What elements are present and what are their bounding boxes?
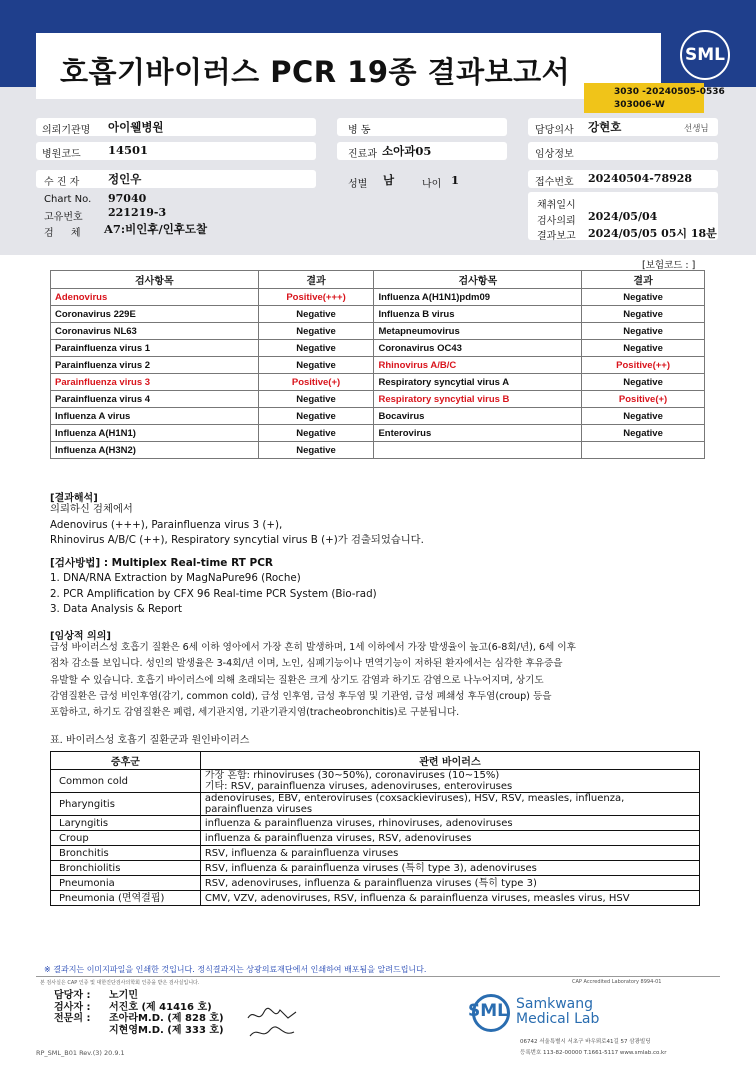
clinical-significance-text [50,640,576,721]
footer-divider [36,976,720,977]
results-row [51,408,705,425]
specimen-label: 검 체 [44,228,81,239]
test-item-name: Influenza A virus [51,408,259,425]
doctor-value: 강현호 [588,120,622,134]
virus-line: RSV, influenza & parainfluenza viruses [204,847,399,859]
syndrome-name: Bronchiolitis [51,861,201,876]
test-result: Negative [582,408,705,425]
header-test-item: 검사항목 [51,271,259,289]
results-header-row [51,271,705,289]
virus-table-row [51,793,700,816]
dept-value: 소아과05 [382,144,432,158]
id-value: 221219-3 [108,206,167,219]
staff-label: 담당자 : [54,990,91,1001]
method-line: 3. Data Analysis & Report [50,603,183,615]
clinical-line: 점차 감소를 보입니다. 성인의 발생율은 3-4회/년 이며, 노인, 심폐기능이나 면역기능이 저하된 환자에서는 심각한 후유증을 [50,658,563,670]
test-result: Negative [582,289,705,306]
method-text [50,571,377,618]
virus-line: influenza & parainfluenza viruses, RSV, adenoviruses [204,832,472,844]
method-line: 1. DNA/RNA Extraction by MagNaPure96 (Roche) [50,572,301,584]
syndrome-name: Pneumonia (면역결핍) [51,891,201,906]
test-result: Negative [258,442,374,459]
virus-table-row [51,831,700,846]
related-viruses [200,793,699,816]
requested-value: 2024/05/04 [588,210,658,223]
lab-address: 06742 서울특별시 서초구 바우뫼로41길 57 삼광빌딩 [520,1039,651,1045]
results-row [51,374,705,391]
footer-notice: ※ 결과지는 이미지파일을 인쇄한 것입니다. 정식결과지는 상광의료재단에서 인쇄하여 배포됨을 알려드립니다. [44,965,427,974]
results-row [51,289,705,306]
interpretation-line: 의뢰하신 검체에서 [50,503,133,515]
method-line: 2. PCR Amplification by CFX 96 Real-time PCR System (Bio-rad) [50,587,377,600]
test-result: Positive(+) [582,391,705,408]
syndrome-name: Croup [51,831,201,846]
header-result: 결과 [582,271,705,289]
test-result: Negative [582,306,705,323]
collected-label: 채취일시 [537,200,576,211]
test-result [582,442,705,459]
interpretation-text [50,502,424,549]
test-item-name: Adenovirus [51,289,259,306]
chart-value: 97040 [108,192,147,205]
sml-wordmark: SML [468,1001,508,1021]
staff-label: 검사자 : [54,1001,91,1013]
patient-value: 정인우 [108,172,142,186]
clinical-line: 감염질환은 급성 비인후염(감기, common cold), 급성 인후염, 급성 후두염 및 기관염, 급성 폐쇄성 후두염(croup) 등을 [50,690,552,702]
insurance-code: [보험코드 : ] [642,260,696,271]
virus-table-header [51,752,700,770]
hospital-code-value: 14501 [108,143,149,157]
lab-name-line1: Samkwang [516,996,593,1012]
header-test-item: 검사항목 [374,271,582,289]
doctor-suffix: 선생님 [684,124,709,134]
reported-label: 결과보고 [537,231,576,242]
virus-line: influenza & parainfluenza viruses, rhinoviruses, adenoviruses [204,817,513,829]
test-item-name: Parainfluenza virus 3 [51,374,259,391]
related-viruses [200,876,699,891]
hospital-code-label: 병원코드 [42,149,81,160]
report-title: 호흡기바이러스 PCR 19종 결과보고서 [60,55,571,89]
results-row [51,442,705,459]
test-item-name [374,442,582,459]
sex-value: 남 [383,173,395,187]
syndrome-name: Laryngitis [51,816,201,831]
signature-icon [244,1004,300,1042]
header-result: 결과 [258,271,374,289]
test-item-name: Metapneumovirus [374,323,582,340]
related-viruses [200,861,699,876]
footer-fine-print: 본 검사실은 CAP 인증 및 대한진단검사의학회 인증을 받은 검사실입니다. [40,980,200,986]
test-item-name: Enterovirus [374,425,582,442]
patient-label: 수 진 자 [44,177,80,188]
test-item-name: Respiratory syncytial virus A [374,374,582,391]
lab-contact: 등록번호 113-82-00000 T.1661-5117 www.smlab.co.kr [520,1050,667,1056]
related-viruses [200,770,699,793]
test-item-name: Bocavirus [374,408,582,425]
virus-table-row [51,861,700,876]
virus-line: adenoviruses, EBV, enteroviruses (coxsackieviruses), HSV, RSV, measles, influenza, [204,793,625,804]
ward-label: 병 동 [348,125,371,136]
virus-table-row [51,816,700,831]
staff-labels [54,990,90,1025]
requested-label: 검사의뢰 [537,216,576,227]
chart-label: Chart No. [44,194,92,205]
test-item-name: Influenza B virus [374,306,582,323]
test-item-name: Influenza A(H3N2) [51,442,259,459]
header-related-viruses: 관련 바이러스 [200,752,699,770]
test-item-name: Coronavirus 229E [51,306,259,323]
related-viruses [200,816,699,831]
clinical-line: 급성 바이러스성 호흡기 질환은 6세 이하 영아에서 가장 흔히 발생하며, 1세 이하에서 가장 발생율이 높고(6-8회/년), 6세 이후 [50,642,576,653]
test-result: Negative [582,323,705,340]
interpretation-line: Adenovirus (+++), Parainfluenza virus 3 (+), [50,518,283,531]
staff-name: 노기민 [109,990,138,1001]
test-result: Negative [582,425,705,442]
document-code-line2: 303006-W [614,100,665,110]
institution-label: 의뢰기관명 [42,125,91,136]
virus-table-row [51,891,700,906]
test-result: Negative [258,357,374,374]
id-label: 고유번호 [44,212,83,223]
age-label: 나이 [422,179,442,190]
test-result: Negative [258,340,374,357]
test-result: Negative [258,408,374,425]
test-item-name: Parainfluenza virus 2 [51,357,259,374]
staff-name: 서진호 (제 41416 호) [109,1001,212,1013]
virus-table [50,751,700,906]
institution-value: 아이웰병원 [108,120,164,134]
specimen-value: A7:비인후/인후도찰 [104,222,208,236]
virus-table-row [51,846,700,861]
virus-table-row [51,770,700,793]
clinical-significance-heading: [임상적 의의] [50,631,111,642]
virus-line: RSV, adenoviruses, influenza & parainfluenza viruses (특히 type 3) [204,877,537,889]
syndrome-name: Common cold [51,770,201,793]
results-row [51,340,705,357]
virus-table-row [51,876,700,891]
interpretation-line: Rhinovirus A/B/C (++), Respiratory syncytial virus B (+)가 검출되었습니다. [50,534,424,546]
test-item-name: Parainfluenza virus 4 [51,391,259,408]
age-value: 1 [451,173,460,187]
form-code: RP_SML_B01 Rev.(3) 20.9.1 [36,1049,125,1057]
staff-name: 조아라M.D. (제 828 호) [109,1013,224,1024]
test-item-name: Coronavirus OC43 [374,340,582,357]
sml-logo-icon: SML [680,30,730,80]
test-result: Positive(+++) [258,289,374,306]
test-item-name: Parainfluenza virus 1 [51,340,259,357]
syndrome-name: Pneumonia [51,876,201,891]
virus-line: 기타: RSV, parainfluenza viruses, adenoviruses, enteroviruses [204,781,513,792]
syndrome-name: Pharyngitis [51,793,201,816]
virus-line: 가장 흔함: rhinoviruses (30~50%), coronaviruses (10~15%) [204,770,500,781]
receipt-value: 20240504-78928 [588,172,693,185]
doctor-label: 담당의사 [535,125,574,136]
test-item-name: Rhinovirus A/B/C [374,357,582,374]
clinical-line: 유발할 수 있습니다. 호흡기 바이러스에 의해 초래되는 질환은 크게 상기도 감염과 하기도 감염으로 나누어지며, 상기도 [50,674,544,686]
document-code-line1: 3030 -20240505-0536 [614,87,725,97]
test-result: Positive(+) [258,374,374,391]
dept-label: 진료과 [348,149,377,160]
method-heading: [검사방법] : Multiplex Real-time RT PCR [50,557,273,569]
clinical-line: 포함하고, 하기도 감염질환은 폐렴, 세기관지염, 기관기관지염(tracheobronchitis)로 구분됩니다. [50,707,460,719]
test-result: Positive(++) [582,357,705,374]
test-item-name: Respiratory syncytial virus B [374,391,582,408]
header-syndrome: 증후군 [51,752,201,770]
document-code [584,83,725,113]
test-result: Negative [258,391,374,408]
test-result: Negative [258,323,374,340]
syndrome-name: Bronchitis [51,846,201,861]
results-row [51,391,705,408]
results-row [51,306,705,323]
clinical-label: 임상정보 [535,149,574,160]
staff-name: 지현영M.D. (제 333 호) [109,1024,224,1036]
lab-name [516,997,599,1027]
lab-name-line2: Medical Lab [516,1011,600,1027]
test-result: Negative [258,306,374,323]
results-row [51,425,705,442]
receipt-label: 접수번호 [535,177,574,188]
interpretation-heading: [결과해석] [50,493,98,504]
related-viruses [200,891,699,906]
sex-label: 성별 [348,179,368,190]
related-viruses [200,831,699,846]
results-row [51,357,705,374]
virus-table-caption: 표. 바이러스성 호흡기 질환군과 원인바이러스 [50,735,250,746]
results-row [51,323,705,340]
test-result: Negative [582,374,705,391]
test-item-name: Influenza A(H1N1)pdm09 [374,289,582,306]
staff-names [109,990,224,1036]
test-item-name: Influenza A(H1N1) [51,425,259,442]
related-viruses [200,846,699,861]
cap-accreditation: CAP Accredited Laboratory 8994-01 [572,979,662,985]
virus-line: CMV, VZV, adenoviruses, RSV, influenza & parainfluenza viruses, measles virus, HSV [204,892,630,904]
virus-line: parainfluenza viruses [204,804,313,815]
test-result: Negative [258,425,374,442]
staff-label: 전문의 : [54,1013,91,1024]
results-table [50,270,705,459]
reported-value: 2024/05/05 05시 18분 [588,227,717,240]
virus-line: RSV, influenza & parainfluenza viruses (특히 type 3), adenoviruses [204,862,537,874]
test-item-name: Coronavirus NL63 [51,323,259,340]
test-result: Negative [582,340,705,357]
